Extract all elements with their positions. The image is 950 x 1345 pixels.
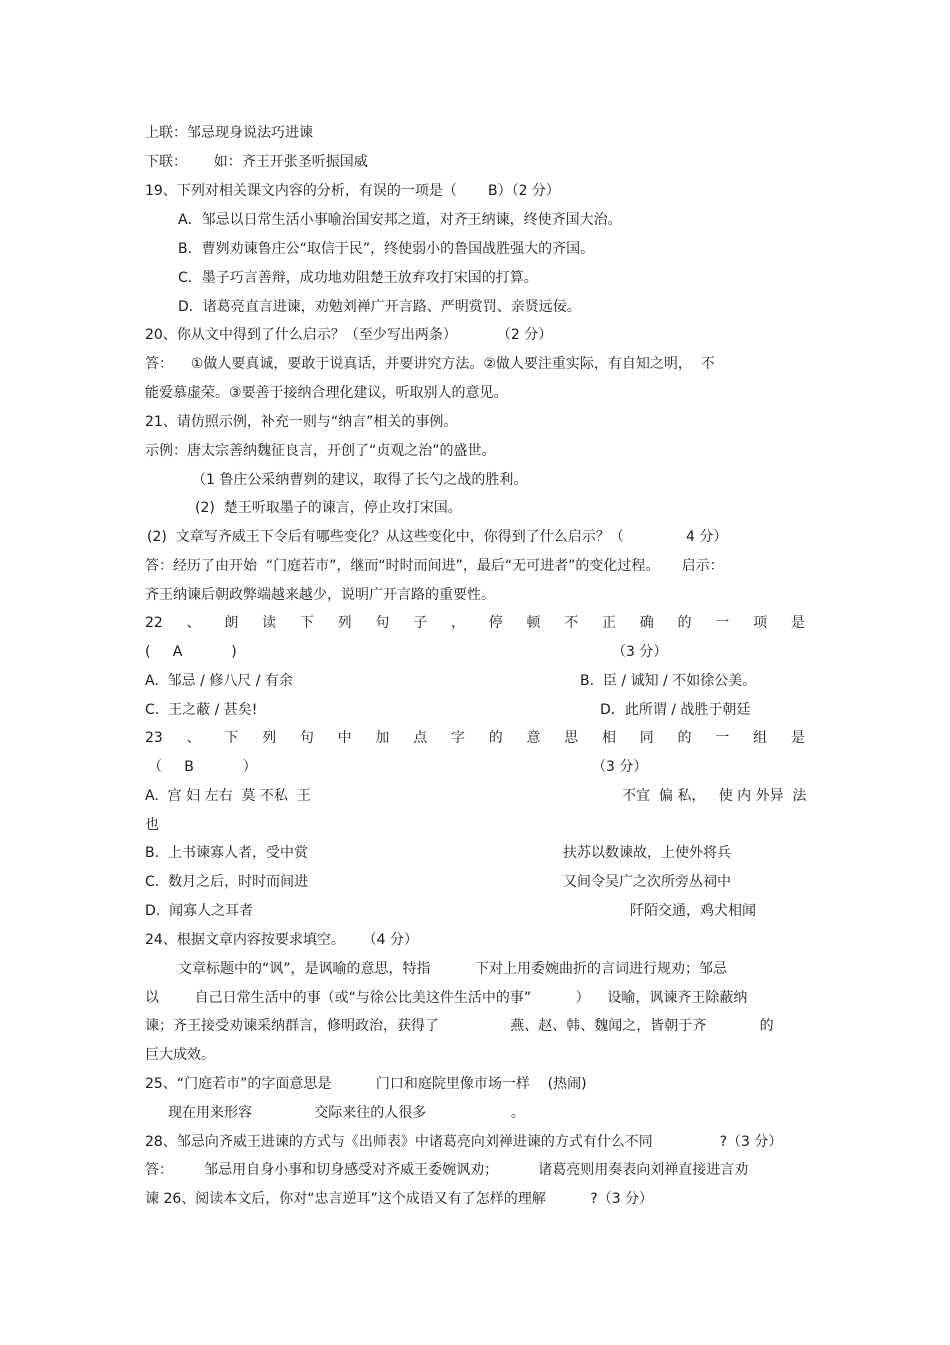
q23-score: （3 分） [592,759,648,775]
q22-option-b: B. 臣 / 诚知 / 不如徐公美。 [580,673,757,689]
q22-char: 句 [375,615,390,631]
q23-option-a-right: 不宜 偏 私， 使 内 外异 法 [622,788,807,804]
q22-char: 朗 [224,615,239,631]
question-26: 谏 26、阅读本文后，你对“忠言逆耳”这个成语又有了怎样的理解 ?（3 分） [145,1191,654,1207]
q22-char: 22 [145,615,163,631]
q21-answer-2: (2) 楚王听取墨子的谏言，停止攻打宋国。 [195,500,462,516]
q20-answer-line2: 能爱慕虚荣。③要善于接纳合理化建议，听取别人的意见。 [145,385,508,401]
q24-answer-line2: 以 自己日常生活中的事（或“与徐公比美这件生活中的事” ） 设喻，讽谏齐王除蔽纳 [145,990,748,1006]
q23-char: 一 [715,730,730,746]
q22-char: 正 [602,615,617,631]
question-28: 28、邹忌向齐威王进谏的方式与《出师表》中诸葛亮向刘禅进谏的方式有什么不同 ?（3 分） [145,1134,783,1150]
q23-char: 组 [753,730,768,746]
q28-answer: 答： 邹忌用自身小事和切身感受对齐威王委婉讽劝； 诸葛亮则用奏表向刘禅直接进言劝 [145,1162,749,1178]
q22-char: 下 [299,615,314,631]
question-25: 25、“门庭若市”的字面意思是 门口和庭院里像市场一样 (热闹) [145,1076,587,1092]
q23-char: 是 [790,730,805,746]
q22-char: 子 [413,615,428,631]
q23-char: 、 [186,730,201,746]
q22-char: 不 [564,615,579,631]
q23-option-a-left: A. 宫 妇 左右 莫 不私 王 [145,788,311,804]
q23-char: 思 [564,730,579,746]
q23-char: 点 [413,730,428,746]
q24-answer-line3: 谏；齐王接受劝谏采纳群言，修明政治，获得了 燕、赵、韩、魏闻之，皆朝于齐 的 [145,1018,774,1034]
q23-char: 的 [677,730,692,746]
q23-char: 字 [450,730,465,746]
q23-char: 列 [262,730,277,746]
q23-char: 加 [375,730,390,746]
q22-option-c: C. 王之蔽 / 甚矣! [145,702,258,718]
q22-char: 是 [790,615,805,631]
q23-option-b-right: 扶苏以数谏故，上使外将兵 [563,845,731,861]
question-21: 21、请仿照示例，补充一则与“纳言”相关的事例。 [145,414,458,430]
q23-char: 的 [488,730,503,746]
q22-char: 读 [262,615,277,631]
q22-option-d: D．此所谓 / 战胜于朝廷 [600,702,751,718]
q23-char: 句 [299,730,314,746]
q23-char: 同 [639,730,654,746]
q23-char: 意 [526,730,541,746]
q19-option-d: D．诸葛亮直言进谏，劝勉刘禅广开言路、严明赏罚、亲贤远佞。 [178,299,581,315]
q24-answer-line1: 文章标题中的“讽”，是讽喻的意思，特指 下对上用委婉曲折的言词进行规劝；邹忌 [178,961,728,977]
q22-answer: ( A ) [145,644,237,660]
q23-option-a-wrap: 也 [145,817,159,833]
q23-option-c-right: 又间令吴广之次所旁丛祠中 [563,874,731,890]
q21-part2-answer-line1: 答：经历了由开始 “门庭若市”，继而“时时而间进”，最后“无可进者”的变化过程。 启示： [145,558,724,574]
q21-part2-answer-line2: 齐王纳谏后朝政弊端越来越少，说明广开言路的重要性。 [145,587,495,603]
q22-char: 停 [488,615,503,631]
q19-option-c: C．墨子巧言善辩，成功地劝阻楚王放弃攻打宋国的打算。 [178,270,538,286]
couplet-upper: 上联：邹忌现身说法巧进谏 [145,125,313,141]
question-21-part2: (2) 文章写齐威王下令后有哪些变化？从这些变化中，你得到了什么启示？（ 4 分） [147,529,728,545]
q23-option-d-right: 阡陌交通，鸡犬相闻 [630,903,756,919]
q23-answer: （ B ） [148,759,257,775]
q23-char: 23 [145,730,163,746]
q21-example: 示例：唐太宗善纳魏征良言，开创了“贞观之治”的盛世。 [145,443,496,459]
q23-char: 相 [602,730,617,746]
q22-char: 、 [186,615,201,631]
q22-option-a: A. 邹忌 / 修八尺 / 有余 [145,673,293,689]
q20-answer-line1: 答： ①做人要真诚，要敢于说真话，并要讲究方法。②做人要注重实际，有自知之明， 不 [145,356,715,372]
q22-char: 确 [639,615,654,631]
q22-char: 一 [715,615,730,631]
q22-char: 项 [753,615,768,631]
q23-option-d-left: D. 闻寡人之耳者 [145,903,254,919]
q22-char: 顿 [526,615,541,631]
q23-option-b-left: B. 上书谏寡人者，受中赏 [145,845,308,861]
q19-option-b: B．曹刿劝谏鲁庄公“取信于民”，终使弱小的鲁国战胜强大的齐国。 [178,241,595,257]
question-19: 19、下列对相关课文内容的分析，有误的一项是（ B）（2 分） [145,183,560,199]
question-24: 24、根据文章内容按要求填空。 （4 分） [145,932,418,948]
question-23 [145,728,805,748]
q22-score: （3 分） [612,644,668,660]
q24-answer-line4: 巨大成效。 [145,1047,215,1063]
couplet-lower: 下联： 如：齐王开张圣听振国威 [145,154,368,170]
question-20: 20、你从文中得到了什么启示？（至少写出两条） （2 分） [145,327,553,343]
q23-char: 下 [224,730,239,746]
q21-answer-1: （1 鲁庄公采纳曹刿的建议，取得了长勺之战的胜利。 [192,472,528,488]
q19-option-a: A．邹忌以日常生活小事喻治国安邦之道，对齐王纳谏，终使齐国大治。 [178,212,622,228]
q23-option-c-left: C. 数月之后，时时而间进 [145,874,309,890]
question-22 [145,613,805,633]
q22-char: ， [450,615,465,631]
q25-answer: 现在用来形容 交际来往的人很多 。 [168,1105,525,1121]
q23-char: 中 [337,730,352,746]
q22-char: 的 [677,615,692,631]
q22-char: 列 [337,615,352,631]
